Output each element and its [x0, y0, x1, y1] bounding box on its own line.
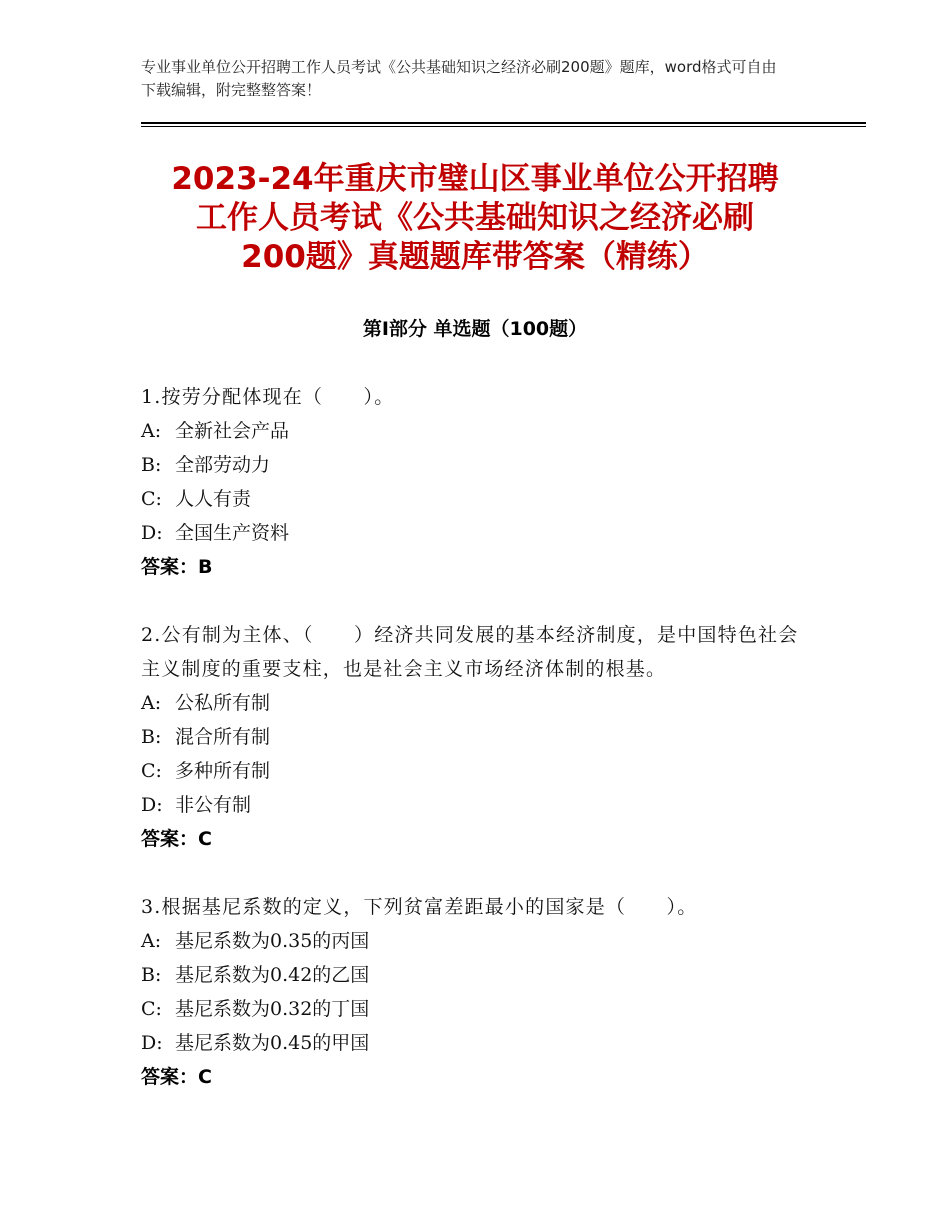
answer-label: 答案：	[141, 556, 199, 578]
header-note: 专业事业单位公开招聘工作人员考试《公共基础知识之经济必刷200题》题库，word格式可自由下载编辑，附完整整答案！	[141, 58, 777, 99]
option-a	[141, 686, 809, 720]
option-text: 全国生产资料	[175, 522, 290, 544]
option-c	[141, 754, 809, 788]
option-key: A:	[141, 420, 162, 442]
section-title: 第Ⅰ部分 单选题（100题）	[362, 318, 588, 340]
document-title-line: 200题》真题题库带答案（精练）	[241, 239, 709, 275]
document-title	[141, 160, 809, 277]
option-text: 基尼系数为0.42的乙国	[175, 964, 370, 986]
question-stem: 3.根据基尼系数的定义，下列贫富差距最小的国家是（ ）。	[141, 896, 698, 918]
option-c	[141, 482, 809, 516]
question-3	[141, 890, 809, 1094]
option-a	[141, 414, 809, 448]
option-text: 全部劳动力	[175, 454, 271, 476]
header-divider-thin	[141, 126, 866, 127]
header-divider-thick	[141, 122, 866, 124]
option-key: C:	[141, 488, 162, 510]
option-d	[141, 516, 809, 550]
option-key: B:	[141, 726, 162, 748]
question-list	[141, 380, 809, 1128]
document-title-line: 2023-24年重庆市璧山区事业单位公开招聘	[171, 161, 779, 197]
option-text: 公私所有制	[175, 692, 271, 714]
option-text: 全新社会产品	[175, 420, 290, 442]
option-key: C:	[141, 998, 162, 1020]
answer-value: C	[198, 1066, 212, 1088]
answer-line	[141, 550, 809, 584]
option-key: A:	[141, 692, 162, 714]
option-key: D:	[141, 1032, 163, 1054]
option-key: D:	[141, 522, 163, 544]
answer-line	[141, 822, 809, 856]
option-b	[141, 720, 809, 754]
option-text: 基尼系数为0.45的甲国	[175, 1032, 370, 1054]
option-text: 基尼系数为0.32的丁国	[175, 998, 370, 1020]
option-d	[141, 788, 809, 822]
question-stem: 2.公有制为主体、（ ）经济共同发展的基本经济制度，是中国特色社会主义制度的重要支柱，也是社会主义市场经济体制的根基。	[141, 624, 799, 680]
option-key: D:	[141, 794, 163, 816]
question-1	[141, 380, 809, 584]
option-d	[141, 1026, 809, 1060]
option-key: A:	[141, 930, 162, 952]
option-c	[141, 992, 809, 1026]
option-key: B:	[141, 454, 162, 476]
option-text: 混合所有制	[175, 726, 271, 748]
answer-value: B	[198, 556, 213, 578]
option-b	[141, 448, 809, 482]
question-stem: 1.按劳分配体现在（ ）。	[141, 386, 395, 408]
option-text: 基尼系数为0.35的丙国	[175, 930, 370, 952]
option-key: C:	[141, 760, 162, 782]
answer-label: 答案：	[141, 1066, 199, 1088]
option-b	[141, 958, 809, 992]
option-text: 多种所有制	[175, 760, 271, 782]
option-key: B:	[141, 964, 162, 986]
document-title-line: 工作人员考试《公共基础知识之经济必刷	[196, 200, 754, 236]
answer-line	[141, 1060, 809, 1094]
question-2	[141, 618, 809, 856]
option-text: 人人有责	[175, 488, 252, 510]
answer-label: 答案：	[141, 828, 199, 850]
option-text: 非公有制	[175, 794, 252, 816]
option-a	[141, 924, 809, 958]
answer-value: C	[198, 828, 212, 850]
